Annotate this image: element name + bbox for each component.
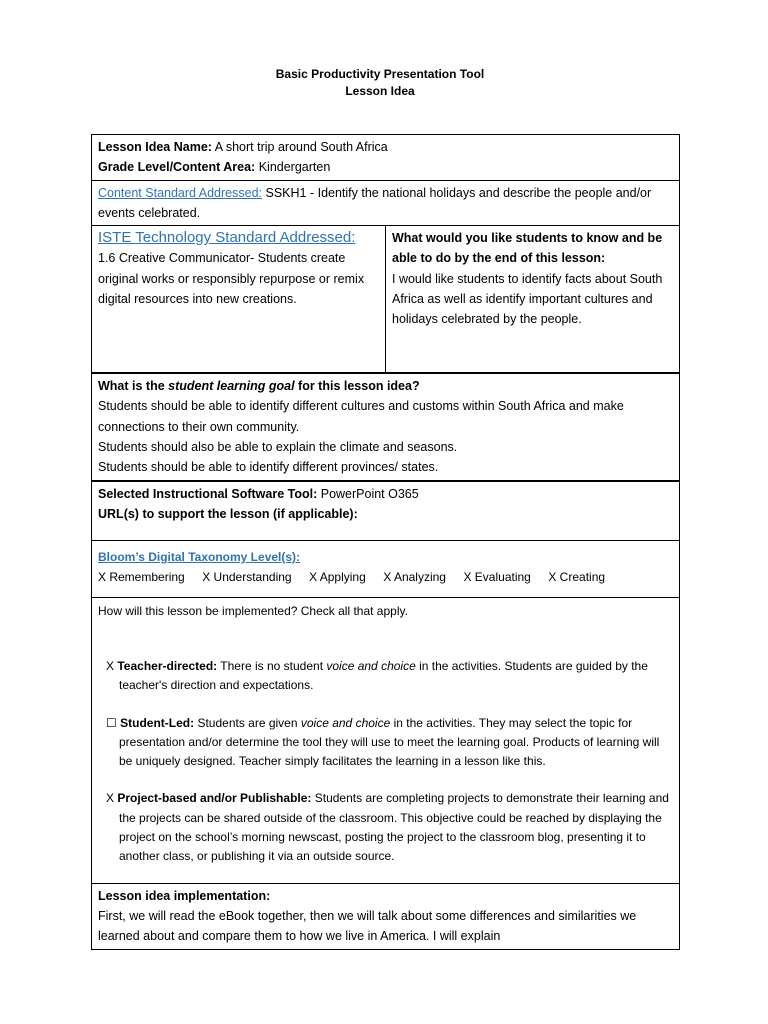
title-line: Basic Productivity Presentation Tool [275,67,485,81]
implementation-label: Lesson idea implementation: [98,888,271,903]
goal-label-pre: What is the [98,379,169,394]
project-label: Project-based and/or Publishable: [117,791,312,806]
know-label: What would you like students to know and be able to do by the end of this lesson: [392,231,663,266]
option-project-based [98,789,673,866]
row-iste [92,226,680,374]
blooms-level: X Evaluating [463,569,531,584]
blooms-label[interactable]: Bloom’s Digital Taxonomy Level(s): [98,549,301,564]
content-standard-label[interactable]: Content Standard Addressed: [98,185,263,200]
lesson-name-label: Lesson Idea Name: [98,140,212,154]
blooms-level: X Understanding [202,569,292,584]
student-text-pre: Students are given [197,715,301,730]
goal-label-post: for this lesson idea? [294,379,420,394]
student-text-post: in the activities. They may select the topic for presentation and/or determine the tool they will use to meet the learning goal. Products of learning will be uniquely designed. Teacher simply facilitates the learning in a lesson like this. [119,715,660,769]
goal-label-italic: student learning goal [168,379,295,394]
blooms-level: X Remembering [98,569,185,584]
blooms-level: X Analyzing [383,569,446,584]
goal-line: Students should be able to identify different cultures and customs within South Africa and make connections to their own community. [98,399,624,434]
iste-standard-value: 1.6 Creative Communicator- Students create original works or responsibly repurpose or remix digital resources into new creations. [98,251,365,307]
project-text: Students are completing projects to demonstrate their learning and the projects can be shared outside of the classroom. This objective could be reached by displaying the project on the school’s morning newscast, posting the project to the classroom blog, presenting it to another class, or publishing it via an outside source. [119,791,669,864]
blooms-levels [98,567,673,587]
teacher-text-post: in the activities. Students are guided by the teacher's direction and expectations. [119,658,648,693]
grade-value: Kindergarten [258,160,331,175]
row-software [92,481,680,541]
option-student-led [98,714,673,772]
lesson-table [91,134,680,950]
option-teacher-directed [98,657,673,696]
teacher-text-italic: voice and choice [326,658,416,673]
goal-line: Students should also be able to explain the climate and seasons. [98,440,458,455]
student-label: Student-Led: [120,715,195,730]
lesson-name-value: A short trip around South Africa [214,140,388,154]
content-standard-value: SSKH1 - Identify the national holidays and describe the people and/or events celebrated. [98,185,652,220]
software-line [98,484,673,504]
grade-line [98,157,673,177]
know-value: I would like students to identify facts about South Africa as well as identify important cultures and holidays celebrated by the people. [392,271,663,327]
row-content-standard [92,180,680,226]
row-name-grade [92,135,680,181]
row-implementation-options [92,597,680,883]
software-label: Selected Instructional Software Tool: [98,486,318,501]
lesson-name-line [98,137,673,157]
implementation-text: First, we will read the eBook together, then we will talk about some differences and similarities we learned about and compare them to how we live in America. I will explain [98,908,637,944]
document-title [0,66,760,100]
implement-question: How will this lesson be implemented? Check all that apply. [98,603,408,618]
project-checkbox[interactable]: X [106,791,115,806]
student-checkbox[interactable]: ☐ [106,715,117,730]
student-text-italic: voice and choice [300,715,391,730]
subtitle-line: Lesson Idea [345,84,415,98]
software-value: PowerPoint O365 [320,486,419,501]
teacher-text-pre: There is no student [220,658,327,673]
teacher-checkbox[interactable]: X [106,658,115,673]
iste-standard-label[interactable]: ISTE Technology Standard Addressed: [98,229,356,247]
blooms-level: X Creating [548,569,606,584]
blooms-level: X Applying [309,569,366,584]
goal-line: Students should be able to identify different provinces/ states. [98,460,439,475]
url-label: URL(s) to support the lesson (if applicable): [98,506,358,521]
teacher-label: Teacher-directed: [117,658,218,673]
row-learning-goal [92,373,680,480]
row-implementation [92,883,680,949]
row-blooms [92,540,680,597]
grade-label: Grade Level/Content Area: [98,160,256,175]
learning-goal-label [98,376,673,396]
